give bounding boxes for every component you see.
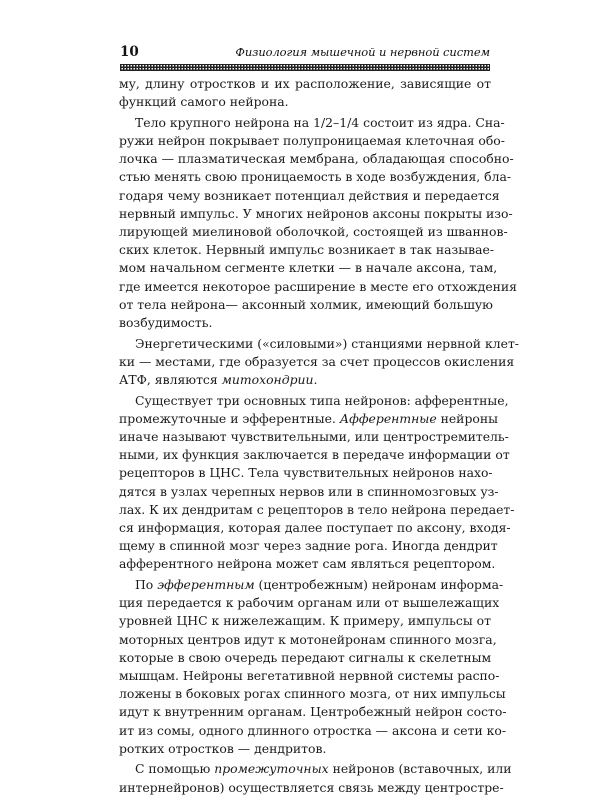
text-run: лочка — плазматическая мембрана, обладающая способно- bbox=[119, 151, 514, 167]
text-run: афферентного нейрона может сам являться рецептором. bbox=[119, 556, 496, 572]
text-run: ция передается к рабочим органам или от вышележащих bbox=[119, 595, 500, 611]
text-line bbox=[119, 93, 491, 111]
text-line bbox=[119, 537, 498, 555]
text-run: нейроны bbox=[436, 410, 498, 426]
text-run: идут к внутренним органам. Центробежный нейрон состо- bbox=[119, 704, 507, 720]
text-run: возбудимость. bbox=[119, 314, 213, 330]
text-line bbox=[119, 296, 491, 314]
text-run: Энергетическими («силовыми») станциями нервной клет- bbox=[135, 335, 519, 351]
text-line bbox=[119, 392, 509, 410]
text-run: ит из сомы, одного длинного отростка — аксона и сети ко- bbox=[119, 722, 507, 738]
text-line bbox=[119, 667, 500, 685]
text-run: нейронов (вставочных, или bbox=[328, 761, 512, 777]
text-run: ротких отростков — дендритов. bbox=[119, 740, 327, 756]
text-run: ки — местами, где образуется за счет процессов окисления bbox=[119, 353, 515, 369]
text-run: мом начальном сегменте клетки — в начале аксона, там, bbox=[119, 260, 498, 276]
text-line bbox=[119, 446, 510, 464]
text-line bbox=[119, 335, 519, 353]
emphasized-term: митохондрии bbox=[221, 372, 314, 387]
text-line bbox=[119, 259, 498, 277]
text-line bbox=[119, 241, 495, 259]
text-run: му, длину отростков и их расположение, зависящие от bbox=[119, 76, 491, 91]
text-line bbox=[119, 150, 514, 168]
text-run: от тела нейрона— аксонный холмик, имеющий большую bbox=[119, 296, 493, 312]
text-run: интернейронов) осуществляется связь между центростре- bbox=[119, 779, 504, 795]
text-line bbox=[119, 483, 499, 501]
text-run: ными, их функция заключается в передаче информации от bbox=[119, 447, 510, 463]
text-run: рецепторов в ЦНС. Тела чувствительных нейронов нахо- bbox=[119, 465, 493, 481]
text-line bbox=[119, 576, 504, 594]
text-line bbox=[119, 760, 512, 778]
text-run: дятся в узлах черепных нервов или в спинномозговых уз- bbox=[119, 483, 499, 499]
text-line bbox=[119, 428, 509, 446]
text-line bbox=[119, 187, 500, 205]
text-line bbox=[119, 132, 505, 150]
text-run: промежуточные и эфферентные. bbox=[119, 410, 340, 426]
text-line bbox=[119, 410, 498, 428]
text-line bbox=[119, 464, 491, 482]
text-run: функций самого нейрона. bbox=[119, 94, 289, 110]
emphasized-term: эфферентным bbox=[157, 577, 255, 593]
running-title: Физиология мышечной и нервной систем bbox=[235, 45, 490, 59]
text-line bbox=[119, 519, 511, 537]
text-line bbox=[119, 205, 513, 223]
text-line bbox=[119, 371, 491, 389]
text-run: лирующей миелиновой оболочкой, состоящей из шваннов- bbox=[119, 224, 508, 239]
text-line bbox=[119, 75, 491, 93]
text-line bbox=[119, 631, 497, 649]
emphasized-term: Афферентные bbox=[339, 410, 437, 426]
text-line bbox=[119, 703, 507, 721]
text-run: уровней ЦНС к нижележащим. К примеру, импульсы от bbox=[119, 613, 491, 629]
page-header bbox=[120, 44, 490, 64]
text-line bbox=[119, 114, 505, 132]
text-line bbox=[119, 501, 515, 519]
text-run: АТФ, являются bbox=[119, 372, 222, 387]
text-run: По bbox=[135, 577, 158, 593]
text-run: лах. К их дендритам с рецепторов в тело нейрона передает- bbox=[119, 501, 515, 517]
text-line bbox=[119, 740, 491, 758]
text-run: мышцам. Нейроны вегетативной нервной системы распо- bbox=[119, 668, 500, 683]
text-run: Существует три основных типа нейронов: афферентные, bbox=[135, 392, 509, 408]
text-run: моторных центров идут к мотонейронам спинного мозга, bbox=[119, 631, 497, 647]
text-run: ся информация, которая далее поступает по аксону, входя- bbox=[119, 520, 511, 535]
page-number: 10 bbox=[120, 44, 139, 60]
text-line bbox=[119, 278, 517, 296]
text-line bbox=[119, 594, 500, 612]
body-text bbox=[119, 75, 519, 797]
text-run: ложены в боковых рогах спинного мозга, от них импульсы bbox=[119, 686, 506, 702]
text-line bbox=[119, 722, 507, 740]
text-line bbox=[119, 223, 508, 241]
text-run: С помощью bbox=[135, 761, 215, 777]
text-line bbox=[119, 168, 512, 186]
text-run: Тело крупного нейрона на 1/2–1/4 состоит из ядра. Сна- bbox=[135, 114, 505, 130]
text-line bbox=[119, 685, 506, 703]
text-run: (центробежным) нейронам информа- bbox=[254, 577, 504, 593]
text-line bbox=[119, 353, 515, 371]
text-run: годаря чему возникает потенциал действия и передается bbox=[119, 187, 500, 203]
text-line bbox=[119, 649, 491, 667]
text-run: которые в свою очередь передают сигналы к скелетным bbox=[119, 649, 492, 665]
text-run: щему в спинной мозг через задние рога. Иногда дендрит bbox=[119, 538, 498, 554]
text-run: ских клеток. Нервный импульс возникает в так называе- bbox=[119, 242, 495, 258]
text-line bbox=[119, 314, 491, 332]
header-decorative-rule bbox=[120, 65, 490, 71]
text-run: стью менять свою проницаемость в ходе возбуждения, бла- bbox=[119, 169, 512, 185]
text-run: нервный импульс. У многих нейронов аксоны покрыты изо- bbox=[119, 205, 513, 221]
text-line bbox=[119, 555, 496, 573]
text-run: где имеется некоторое расширение в месте его отхождения bbox=[119, 278, 517, 294]
text-run: ружи нейрон покрывает полупроницаемая клеточная обо- bbox=[119, 133, 505, 149]
text-run: иначе называют чувствительными, или центростремитель- bbox=[119, 429, 509, 445]
text-line bbox=[119, 779, 504, 797]
text-run: . bbox=[313, 372, 318, 387]
text-line bbox=[119, 612, 491, 630]
emphasized-term: промежуточных bbox=[214, 761, 329, 777]
